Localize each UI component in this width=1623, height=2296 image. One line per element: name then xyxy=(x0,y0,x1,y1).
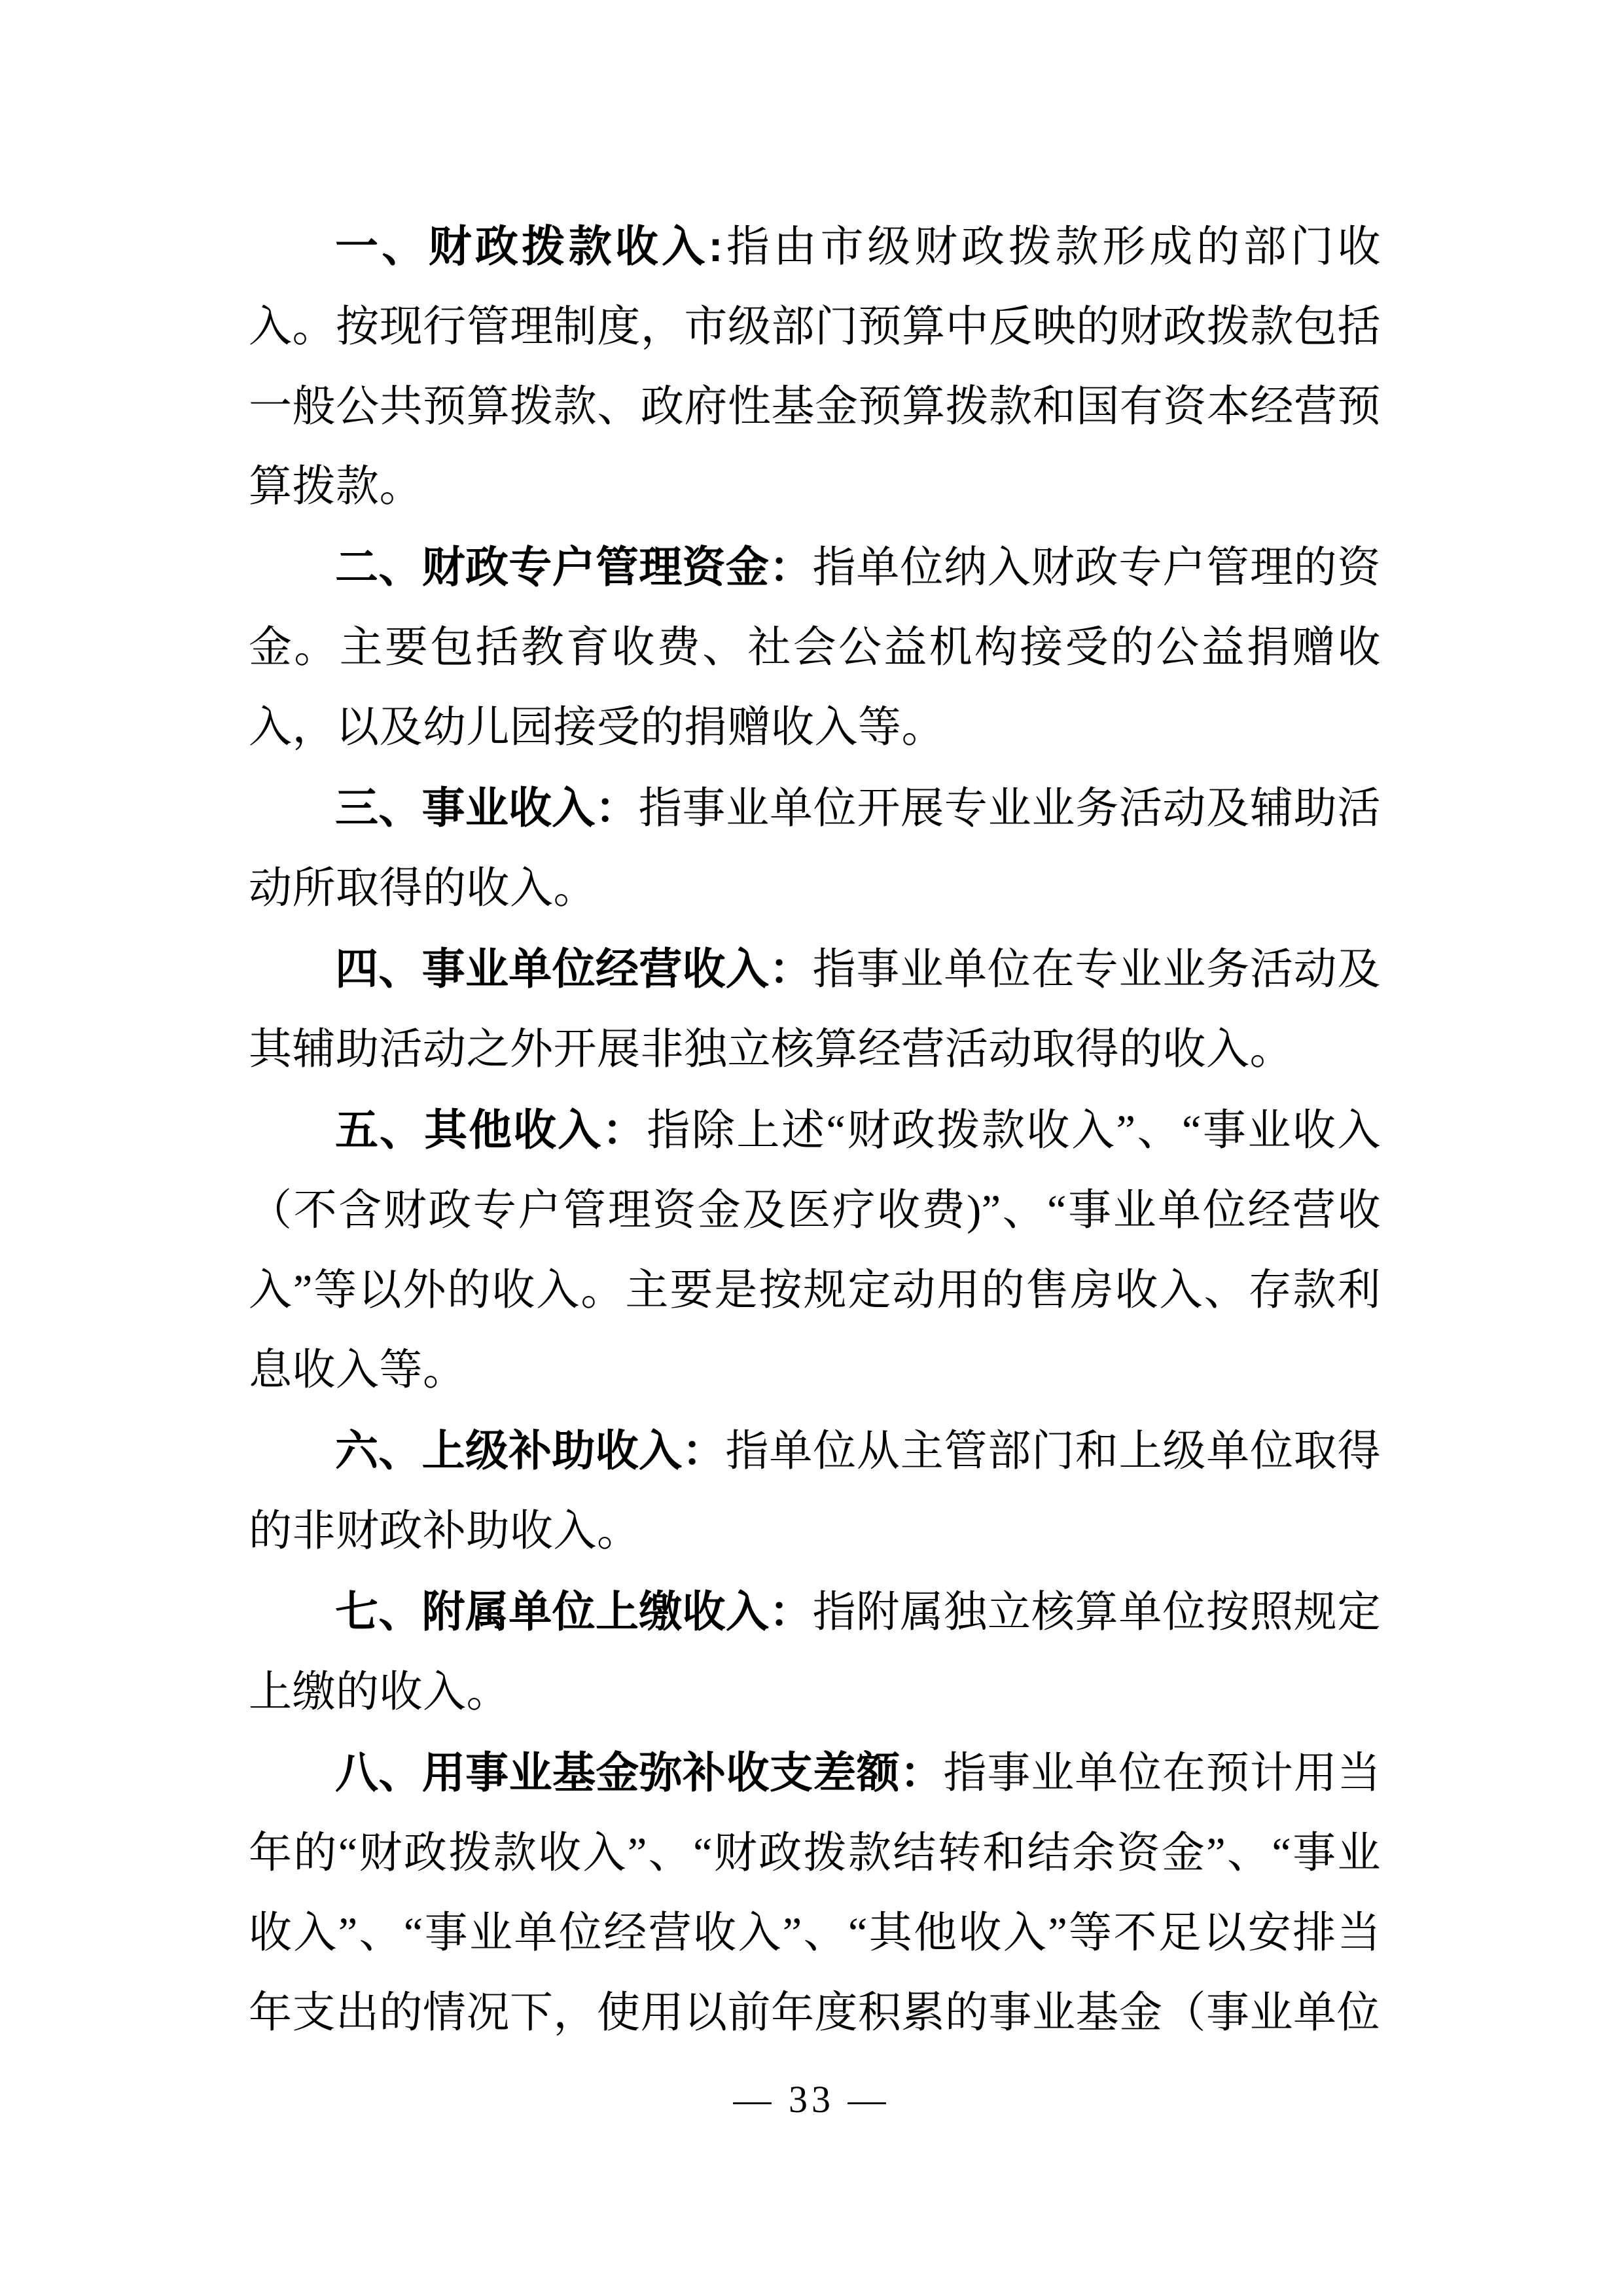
term-definition-2: 指单位纳入财政专户管理的资金。主要包括教育收费、社会公益机构接受的公益捐赠收入，以及幼儿园接受的捐赠收入等。 xyxy=(249,544,1382,751)
term-definition-5: 指除上述“财政拨款收入”、“事业收入（不含财政专户管理资金及医疗收费)”、“事业单位经营收入”等以外的收入。主要是按规定动用的售房收入、存款利息收入等。 xyxy=(249,1107,1381,1394)
paragraph-1 xyxy=(249,206,1381,527)
term-definition-8: 指事业单位在预计用当年的“财政拨款收入”、“财政拨款结转和结余资金”、“事业收入”、“事业单位经营收入”、“其他收入”等不足以安排当年支出的情况下，使用以前年度积累的事业基金（事业单位 xyxy=(249,1749,1382,2037)
term-label-8: 八、用事业基金弥补收支差额： xyxy=(335,1748,944,1797)
term-label-5: 五、其他收入： xyxy=(335,1105,647,1154)
term-label-1: 一、财政拨款收入: xyxy=(335,222,723,270)
term-label-7: 七、附属单位上缴收入： xyxy=(335,1587,813,1636)
paragraph-7 xyxy=(249,1571,1381,1732)
page-number: — 33 — xyxy=(733,2078,890,2121)
document-body xyxy=(249,206,1381,2053)
term-label-2: 二、财政专户管理资金： xyxy=(335,543,813,591)
paragraph-8 xyxy=(249,1732,1381,2053)
term-label-4: 四、事业单位经营收入： xyxy=(335,944,813,993)
term-definition-3: 指事业单位开展专业业务活动及辅助活动所取得的收入。 xyxy=(249,785,1382,912)
paragraph-6 xyxy=(249,1410,1381,1571)
paragraph-3 xyxy=(249,768,1381,929)
paragraph-4 xyxy=(249,929,1381,1090)
term-label-3: 三、事业收入： xyxy=(335,783,639,832)
paragraph-2 xyxy=(249,527,1381,768)
paragraph-5 xyxy=(249,1090,1381,1410)
term-definition-7: 指附属独立核算单位按照规定上缴的收入。 xyxy=(249,1588,1382,1716)
term-label-6: 六、上级补助收入： xyxy=(335,1426,726,1475)
term-definition-1: 指由市级财政拨款形成的部门收入。按现行管理制度，市级部门预算中反映的财政拨款包括一般公共预算拨款、政府性基金预算拨款和国有资本经营预算拨款。 xyxy=(249,223,1381,511)
term-definition-4: 指事业单位在专业业务活动及其辅助活动之外开展非独立核算经营活动取得的收入。 xyxy=(249,946,1382,1073)
term-definition-6: 指单位从主管部门和上级单位取得的非财政补助收入。 xyxy=(249,1427,1382,1555)
